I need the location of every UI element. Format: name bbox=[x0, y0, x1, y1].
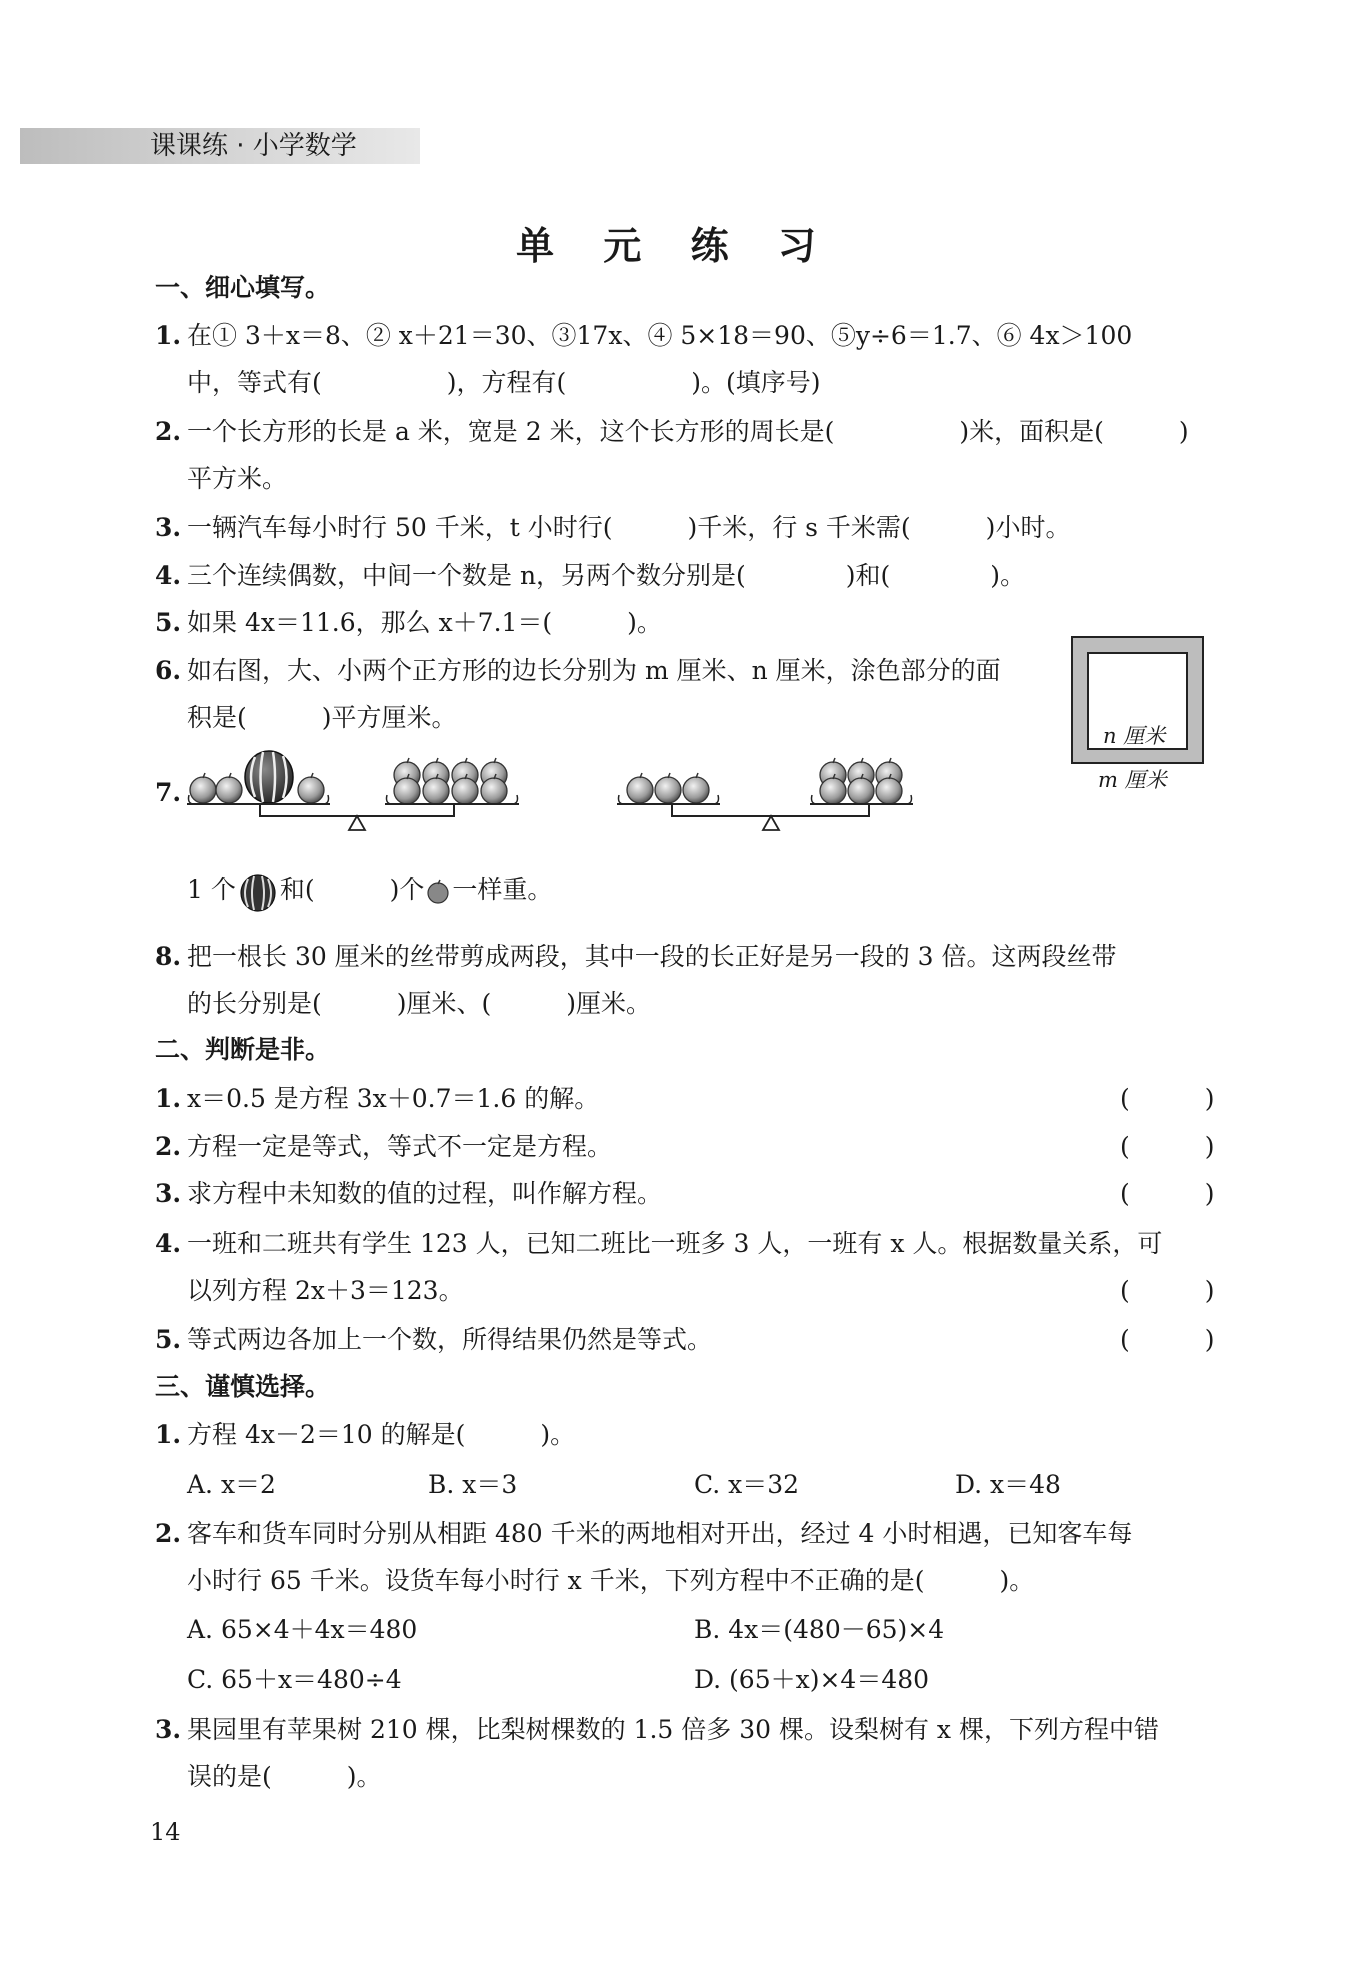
header-label: 课课练 · 小学数学 bbox=[150, 131, 357, 161]
s2-q2: 2. 方程一定是等式，等式不一定是方程。 bbox=[155, 1132, 613, 1161]
inner-square-label: n 厘米 bbox=[1103, 724, 1166, 748]
s1-q2-line2: 平方米。 bbox=[187, 464, 288, 493]
s3-q2-option-c: C. 65＋x＝480÷4 bbox=[187, 1665, 402, 1694]
s1-q3: 3. 一辆汽车每小时行 50 千米，t 小时行( )千米，行 s 千米需( )小时。 bbox=[155, 513, 1071, 542]
s3-q1-option-a: A. x＝2 bbox=[187, 1470, 276, 1499]
s2-q4: 4. 一班和二班共有学生 123 人，已知二班比一班多 3 人，一班有 x 人。根据数量关系，可 bbox=[155, 1229, 1163, 1258]
s2-q4-answer-paren: ( ) bbox=[1120, 1276, 1215, 1305]
s1-q8: 8. 把一根长 30 厘米的丝带剪成两段，其中一段的长正好是另一段的 3 倍。这两段丝带 bbox=[155, 942, 1117, 971]
s2-q1-answer-paren: ( ) bbox=[1120, 1084, 1215, 1113]
s3-q3: 3. 果园里有苹果树 210 棵，比梨树棵数的 1.5 倍多 30 棵。设梨树有 x 棵，下列方程中错 bbox=[155, 1715, 1159, 1744]
section-1-heading: 一、细心填写。 bbox=[155, 273, 331, 302]
s1-q1: 1. 在① 3＋x＝8、② x＋21＝30、③17x、④ 5×18＝90、⑤y÷6＝1.7、⑥ 4x＞100 bbox=[155, 321, 1133, 350]
s1-q7-answer: 1 个 和( )个 一样重。 bbox=[187, 870, 552, 912]
page-title: 单 元 练 习 bbox=[516, 224, 834, 268]
s3-q2-option-b: B. 4x＝(480－65)×4 bbox=[694, 1615, 945, 1644]
s2-q5: 5. 等式两边各加上一个数，所得结果仍然是等式。 bbox=[155, 1325, 713, 1354]
s2-q4-line2: 以列方程 2x＋3＝123。 bbox=[187, 1276, 464, 1305]
s3-q1-option-d: D. x＝48 bbox=[955, 1470, 1061, 1499]
s3-q2-option-a: A. 65×4＋4x＝480 bbox=[187, 1615, 418, 1644]
section-2-heading: 二、判断是非。 bbox=[155, 1035, 331, 1064]
s1-q1-line2: 中，等式有( )，方程有( )。(填序号) bbox=[187, 368, 821, 397]
page-number: 14 bbox=[150, 1818, 181, 1846]
balance-scales-figure bbox=[185, 745, 925, 845]
s3-q1-option-c: C. x＝32 bbox=[694, 1470, 800, 1499]
s3-q1: 1. 方程 4x－2＝10 的解是( )。 bbox=[155, 1420, 576, 1449]
s1-q4: 4. 三个连续偶数，中间一个数是 n，另两个数分别是( )和( )。 bbox=[155, 561, 1026, 590]
s2-q3-answer-paren: ( ) bbox=[1120, 1179, 1215, 1208]
s3-q2: 2. 客车和货车同时分别从相距 480 千米的两地相对开出，经过 4 小时相遇，已知客车每 bbox=[155, 1519, 1133, 1548]
s3-q3-line2: 误的是( )。 bbox=[187, 1762, 382, 1791]
s2-q2-answer-paren: ( ) bbox=[1120, 1132, 1215, 1161]
s2-q3: 3. 求方程中未知数的值的过程，叫作解方程。 bbox=[155, 1179, 663, 1208]
s2-q5-answer-paren: ( ) bbox=[1120, 1325, 1215, 1354]
s3-q2-line2: 小时行 65 千米。设货车每小时行 x 千米，下列方程中不正确的是( )。 bbox=[187, 1566, 1035, 1595]
outer-square-label: m 厘米 bbox=[1098, 768, 1167, 792]
watermelon-icon bbox=[238, 872, 278, 912]
s3-q1-option-b: B. x＝3 bbox=[428, 1470, 518, 1499]
s3-q2-option-d: D. (65＋x)×4＝480 bbox=[694, 1665, 930, 1694]
section-3-heading: 三、谨慎选择。 bbox=[155, 1372, 331, 1401]
s1-q7-number: 7. bbox=[155, 778, 182, 807]
apple-icon bbox=[425, 879, 451, 905]
s1-q6-line2: 积是( )平方厘米。 bbox=[187, 703, 457, 732]
s1-q5: 5. 如果 4x＝11.6，那么 x＋7.1＝( )。 bbox=[155, 608, 662, 637]
s2-q1: 1. x＝0.5 是方程 3x＋0.7＝1.6 的解。 bbox=[155, 1084, 600, 1113]
s1-q2: 2. 一个长方形的长是 a 米，宽是 2 米，这个长方形的周长是( )米，面积是( ) bbox=[155, 417, 1189, 446]
s1-q8-line2: 的长分别是( )厘米、( )厘米。 bbox=[187, 989, 652, 1018]
s1-q6: 6. 如右图，大、小两个正方形的边长分别为 m 厘米、n 厘米，涂色部分的面 bbox=[155, 656, 1001, 685]
